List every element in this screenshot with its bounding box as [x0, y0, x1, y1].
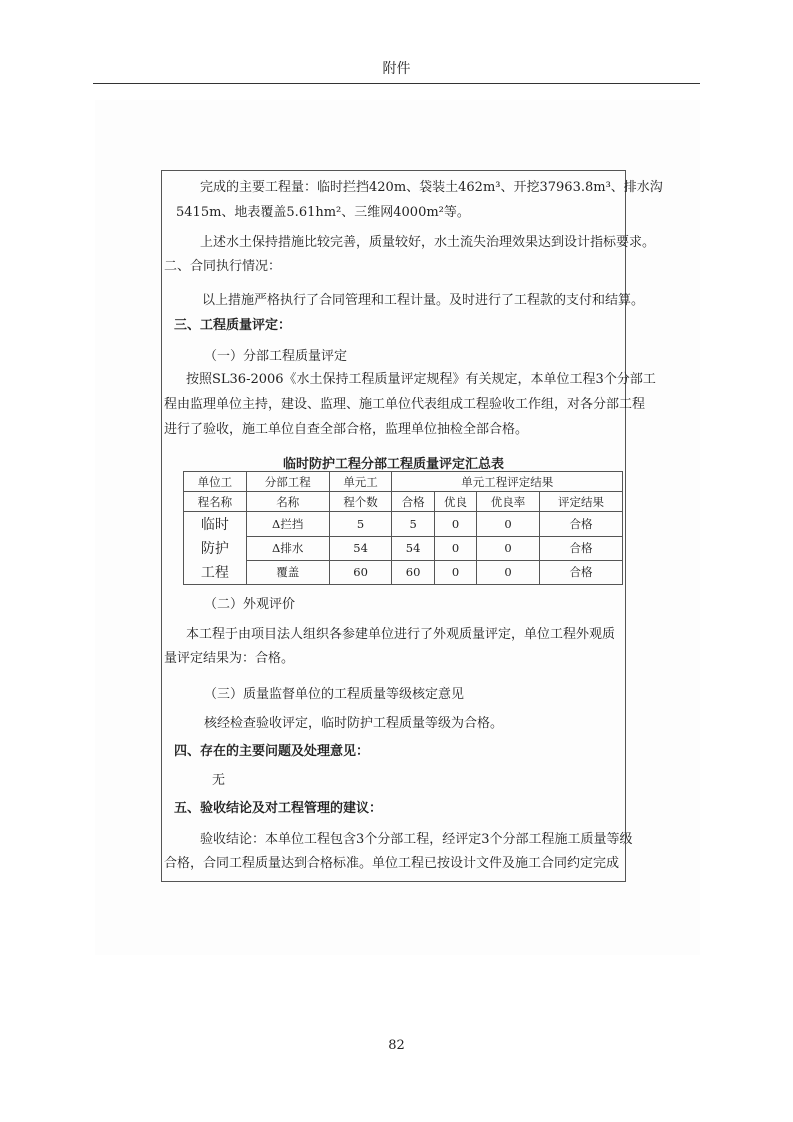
text-line: 完成的主要工程量：临时拦挡420m、袋装土462m³、开挖37963.8m³、排水沟 — [200, 180, 663, 195]
page-header: 附件 — [382, 61, 411, 77]
cell: 54 — [329, 536, 392, 560]
text-line: 进行了验收，施工单位自查全部合格，监理单位抽检全部合格。 — [164, 422, 529, 437]
unit-name: 防护 — [184, 536, 247, 560]
cell: 0 — [477, 536, 540, 560]
table-header: 程个数 — [329, 492, 392, 512]
table-header: 单元工 — [329, 472, 392, 492]
text-line: 合格，合同工程质量达到合格标准。单位工程已按设计文件及施工合同约定完成 — [164, 856, 620, 871]
text-line: 本工程于由项目法人组织各参建单位进行了外观质量评定，单位工程外观质 — [186, 627, 616, 642]
table-header: 评定结果 — [539, 492, 622, 512]
cell: 60 — [329, 560, 392, 585]
subheading: （一）分部工程质量评定 — [204, 349, 348, 364]
table-row — [184, 536, 623, 560]
header-rule — [93, 83, 700, 84]
cell: 54 — [392, 536, 434, 560]
text-line: 上述水土保持措施比较完善，质量较好，水土流失治理效果达到设计指标要求。 — [200, 235, 656, 250]
unit-name: 临时 — [184, 512, 247, 537]
cell: Δ拦挡 — [246, 512, 329, 537]
text-line: 5415m、地表覆盖5.61hm²、三维网4000m²等。 — [176, 205, 470, 220]
cell: 0 — [477, 512, 540, 537]
quality-table — [183, 471, 623, 585]
cell: 0 — [434, 560, 476, 585]
cell: 合格 — [539, 536, 622, 560]
table-row — [184, 512, 623, 537]
table-header: 优良率 — [477, 492, 540, 512]
table-header: 程名称 — [184, 492, 247, 512]
text-line: 无 — [212, 773, 226, 788]
subheading: （三）质量监督单位的工程质量等级核定意见 — [204, 687, 465, 702]
subheading: （二）外观评价 — [204, 597, 296, 612]
cell: 0 — [434, 536, 476, 560]
text-line: 以上措施严格执行了合同管理和工程计量。及时进行了工程款的支付和结算。 — [202, 293, 645, 308]
text-line: 二、合同执行情况： — [164, 259, 282, 274]
table-header: 单位工 — [184, 472, 247, 492]
page-number: 82 — [388, 1038, 405, 1053]
text-line: 量评定结果为：合格。 — [164, 651, 295, 666]
text-line: 核经检查验收评定，临时防护工程质量等级为合格。 — [204, 716, 504, 731]
text-line: 按照SL36-2006《水土保持工程质量评定规程》有关规定，本单位工程3个分部工 — [186, 372, 656, 387]
table-title: 临时防护工程分部工程质量评定汇总表 — [282, 457, 504, 472]
cell: 合格 — [539, 560, 622, 585]
cell: 覆盖 — [246, 560, 329, 585]
cell: 0 — [477, 560, 540, 585]
text-line: 验收结论：本单位工程包含3个分部工程，经评定3个分部工程施工质量等级 — [200, 832, 633, 847]
cell: 60 — [392, 560, 434, 585]
cell: Δ排水 — [246, 536, 329, 560]
cell: 5 — [329, 512, 392, 537]
section-heading: 五、验收结论及对工程管理的建议： — [174, 801, 383, 816]
cell: 合格 — [539, 512, 622, 537]
table-header: 分部工程 — [246, 472, 329, 492]
table-header: 名称 — [246, 492, 329, 512]
cell: 5 — [392, 512, 434, 537]
table-header: 单元工程评定结果 — [392, 472, 623, 492]
cell: 0 — [434, 512, 476, 537]
text-line: 程由监理单位主持，建设、监理、施工单位代表组成工程验收工作组，对各分部工程 — [164, 397, 646, 412]
table-header: 优良 — [434, 492, 476, 512]
content-box — [161, 170, 663, 882]
unit-name: 工程 — [184, 560, 247, 585]
section-heading: 三、工程质量评定： — [174, 318, 292, 333]
section-heading: 四、存在的主要问题及处理意见： — [174, 744, 370, 759]
table-row — [184, 560, 623, 585]
table-header: 合格 — [392, 492, 434, 512]
